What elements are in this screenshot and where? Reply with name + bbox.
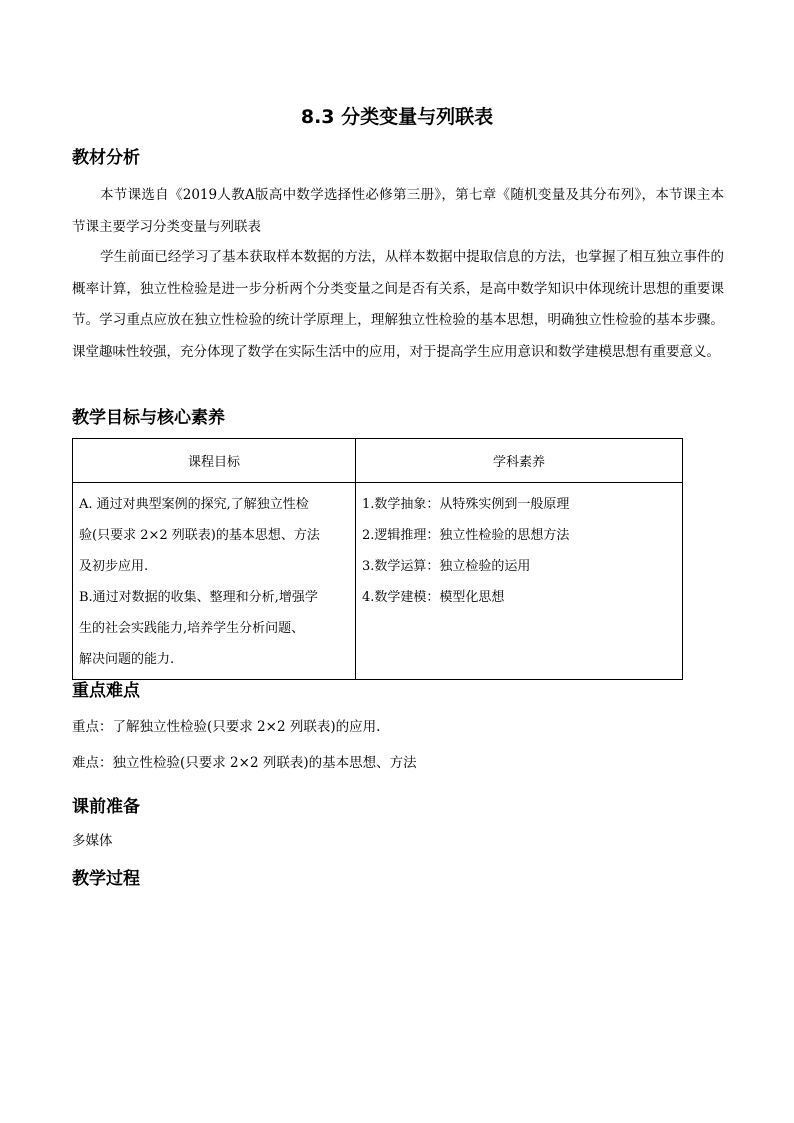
heading-teaching-process: 教学过程 — [72, 869, 140, 889]
goal-line: 生的社会实践能力,培养学生分析问题、 — [79, 621, 305, 636]
heading-textbook-analysis: 教材分析 — [72, 148, 140, 168]
heading-teaching-goals: 教学目标与核心素养 — [72, 408, 225, 428]
literacy-item: 3.数学运算：独立检验的运用 — [362, 559, 531, 574]
goals-table — [72, 438, 683, 680]
literacy-item: 4.数学建模：模型化思想 — [362, 590, 505, 605]
literacy-item: 2.逻辑推理：独立性检验的思想方法 — [362, 528, 570, 543]
goal-line: B.通过对数据的收集、整理和分析,增强学 — [79, 590, 318, 605]
subject-literacy-cell — [356, 483, 683, 680]
heading-key-difficult-points: 重点难点 — [72, 681, 140, 701]
goal-line: 及初步应用. — [79, 559, 149, 574]
literacy-item: 1.数学抽象：从特殊实例到一般原理 — [362, 497, 570, 512]
course-goals-cell — [73, 483, 356, 680]
key-point-text: 重点：了解独立性检验(只要求 2×2 列联表)的应用. — [72, 719, 381, 735]
paragraph-course-source: 本节课选自《2019人教A版高中数学选择性必修第三册》，第七章《随机变量及其分布列》，本节课主本节课主要学习分类变量与列联表 — [72, 187, 724, 235]
difficult-point-text: 难点：独立性检验(只要求 2×2 列联表)的基本思想、方法 — [72, 755, 417, 771]
goal-line: 验(只要求 2×2 列联表)的基本思想、方法 — [79, 528, 320, 543]
header-course-goals: 课程目标 — [73, 439, 356, 483]
paragraph-student-background: 学生前面已经学习了基本获取样本数据的方法，从样本数据中提取信息的方法，也掌握了相互独立事件的概率计算，独立性检验是进一步分析两个分类变量之间是否有关系，是高中数学知识中体现统计思想的重要课节。学习重点应放在独立性检验的统计学原理上，理解独立性检验的基本思想，明确独立性检验的基本步骤。课堂趣味性较强，充分体现了数学在实际生活中的应用，对于提高学生应用意识和数学建模思想有重要意义。 — [72, 249, 724, 360]
goal-line: 解决问题的能力. — [79, 652, 175, 667]
table-header-row — [73, 439, 683, 483]
preparation-text: 多媒体 — [72, 833, 113, 849]
goal-line: A. 通过对典型案例的探究,了解独立性检 — [79, 497, 309, 512]
header-subject-literacy: 学科素养 — [356, 439, 683, 483]
heading-preparation: 课前准备 — [72, 797, 140, 817]
table-row — [73, 483, 683, 680]
page-title: 8.3 分类变量与列联表 — [300, 106, 494, 128]
